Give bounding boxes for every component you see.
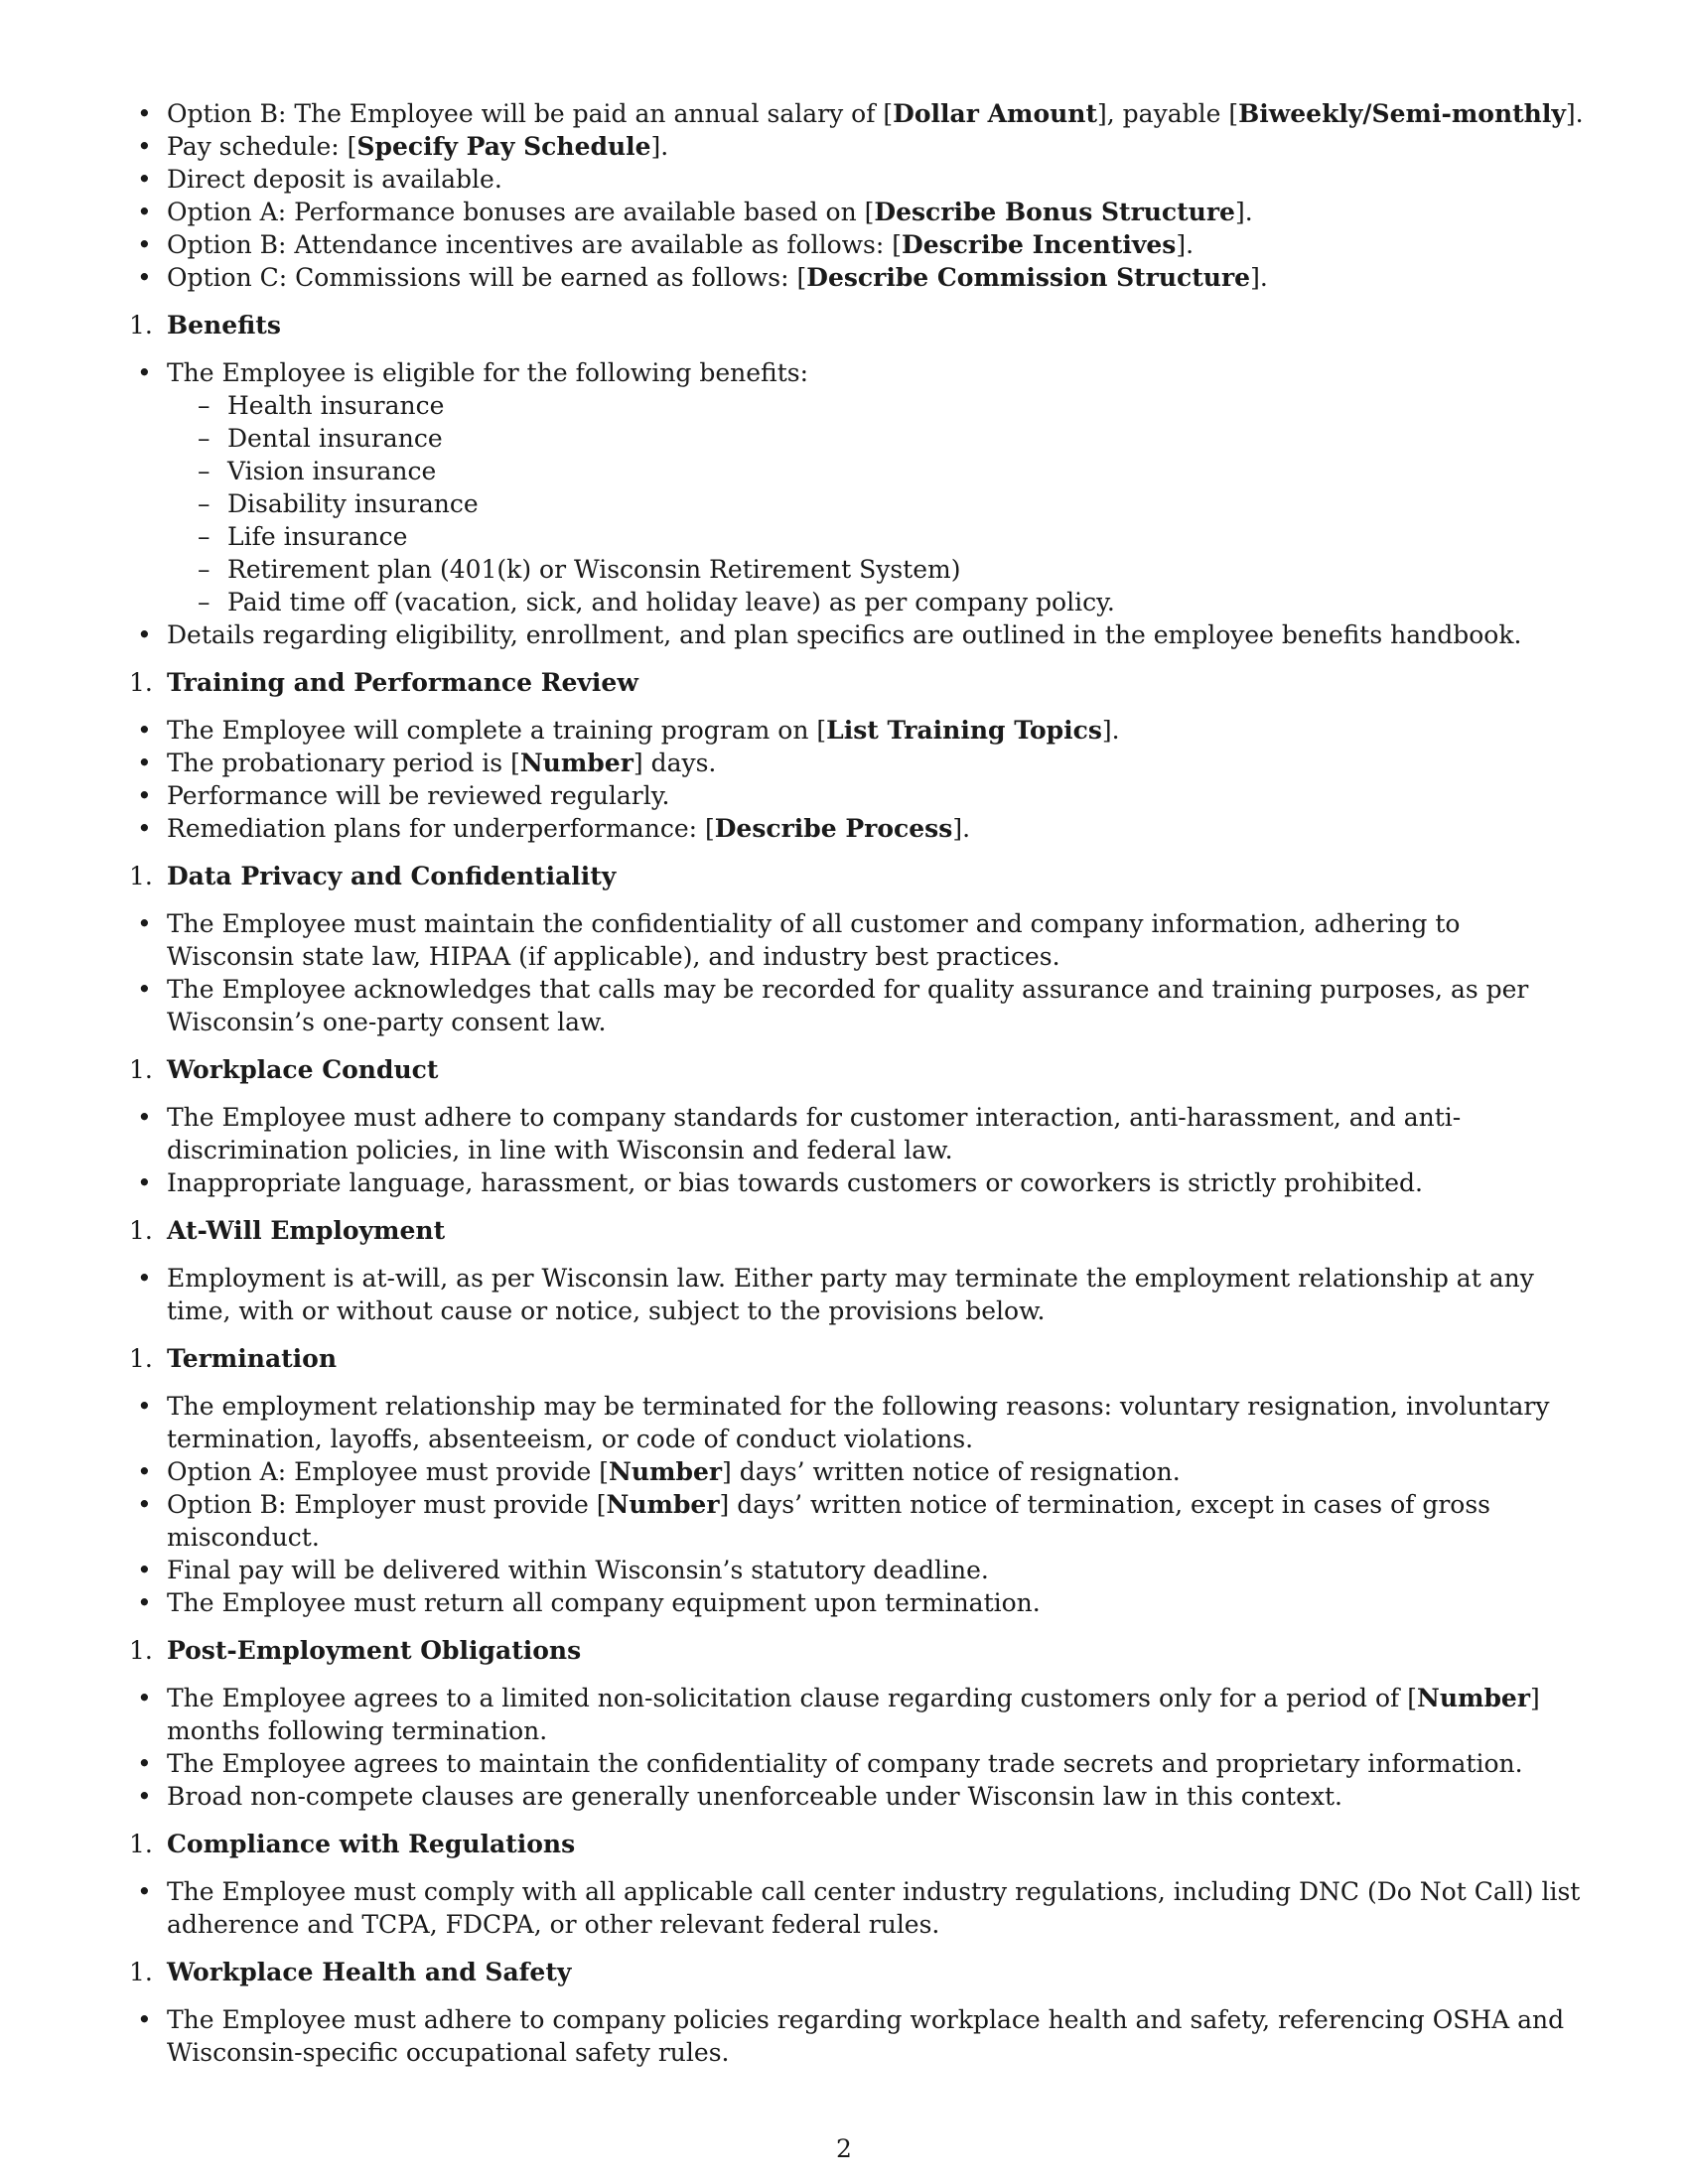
section-bullet: • The Employee acknowledges that calls may be recorded for quality assurance and training purposes, as per Wisconsin’s one-party consent law.	[167, 973, 1593, 1038]
section-bullet: • Option A: Employee must provide [Number] days’ written notice of resignation.	[167, 1455, 1593, 1488]
benefit-item: – Dental insurance	[227, 422, 1593, 455]
section-heading-benefits: 1. Benefits	[129, 311, 281, 340]
intro-bullet: • Option C: Commissions will be earned as follows: [Describe Commission Structure].	[167, 261, 1593, 294]
benefits-sublist	[167, 389, 1593, 618]
section-bullet: • The Employee agrees to maintain the confidentiality of company trade secrets and proprietary information.	[167, 1747, 1593, 1780]
section-bullets-health-safety	[167, 2003, 1593, 2069]
section-bullet: • The Employee must return all company equipment upon termination.	[167, 1586, 1593, 1619]
section-heading-compliance: 1. Compliance with Regulations	[129, 1830, 576, 1858]
intro-bullet: • Pay schedule: [Specify Pay Schedule].	[167, 130, 1593, 163]
section-bullet: • Details regarding eligibility, enrollment, and plan specifics are outlined in the employee benefits handbook.	[167, 618, 1593, 651]
section-bullets-data-privacy	[167, 907, 1593, 1038]
intro-bullet: • Option B: Attendance incentives are available as follows: [Describe Incentives].	[167, 228, 1593, 261]
section-bullets-termination	[167, 1390, 1593, 1619]
section-bullet: • The Employee must adhere to company standards for customer interaction, anti-harassment, and anti-discrimination policies, in line with Wisconsin and federal law.	[167, 1101, 1593, 1166]
section-bullets-benefits	[167, 356, 1593, 651]
benefit-item: – Paid time off (vacation, sick, and holiday leave) as per company policy.	[227, 586, 1593, 618]
intro-bullet: • Option B: The Employee will be paid an annual salary of [Dollar Amount], payable [Biweekly/Semi-monthly].	[167, 97, 1593, 130]
intro-bullet-list	[167, 97, 1593, 294]
section-heading-post-employment: 1. Post-Employment Obligations	[129, 1636, 582, 1665]
section-heading-health-safety: 1. Workplace Health and Safety	[129, 1958, 572, 1986]
section-bullet: • The Employee is eligible for the following benefits: – Health insurance – Dental insurance – Vision insurance – Disability insurance – Life insurance – Retirement plan (401(k) or Wisconsin Retirement System) – Paid time off (vacation, sick, and holiday leave) as per company policy.	[167, 356, 1593, 618]
section-heading-training: 1. Training and Performance Review	[129, 668, 638, 697]
section-bullet: • The probationary period is [Number] days.	[167, 747, 1593, 779]
section-bullet: • Broad non-compete clauses are generally unenforceable under Wisconsin law in this context.	[167, 1780, 1593, 1813]
section-bullet: • Final pay will be delivered within Wisconsin’s statutory deadline.	[167, 1554, 1593, 1586]
intro-bullet: • Direct deposit is available.	[167, 163, 1593, 196]
benefit-item: – Vision insurance	[227, 455, 1593, 487]
section-bullet: • Performance will be reviewed regularly.	[167, 779, 1593, 812]
document-body	[129, 97, 1593, 2069]
section-bullet: • The employment relationship may be terminated for the following reasons: voluntary resignation, involuntary termination, layoffs, absenteeism, or code of conduct violations.	[167, 1390, 1593, 1455]
section-bullet: • Employment is at-will, as per Wisconsin law. Either party may terminate the employment relationship at any time, with or without cause or notice, subject to the provisions below.	[167, 1262, 1593, 1327]
section-heading-data-privacy: 1. Data Privacy and Confidentiality	[129, 862, 617, 890]
section-bullet: • The Employee agrees to a limited non-solicitation clause regarding customers only for a period of [Number] months following termination.	[167, 1682, 1593, 1747]
benefit-item: – Life insurance	[227, 520, 1593, 553]
section-bullet: • Option B: Employer must provide [Number] days’ written notice of termination, except in cases of gross misconduct.	[167, 1488, 1593, 1554]
section-bullet: • The Employee must comply with all applicable call center industry regulations, including DNC (Do Not Call) list adherence and TCPA, FDCPA, or other relevant federal rules.	[167, 1875, 1593, 1941]
section-bullets-at-will	[167, 1262, 1593, 1327]
section-bullet: • The Employee will complete a training program on [List Training Topics].	[167, 714, 1593, 747]
section-bullets-workplace-conduct	[167, 1101, 1593, 1199]
section-heading-at-will: 1. At-Will Employment	[129, 1216, 446, 1245]
section-heading-termination: 1. Termination	[129, 1344, 338, 1373]
section-bullet: • Remediation plans for underperformance: [Describe Process].	[167, 812, 1593, 845]
benefit-item: – Health insurance	[227, 389, 1593, 422]
section-bullet: • The Employee must adhere to company policies regarding workplace health and safety, referencing OSHA and Wisconsin-specific occupational safety rules.	[167, 2003, 1593, 2069]
benefit-item: – Retirement plan (401(k) or Wisconsin Retirement System)	[227, 553, 1593, 586]
section-bullet: • The Employee must maintain the confidentiality of all customer and company information, adhering to Wisconsin state law, HIPAA (if applicable), and industry best practices.	[167, 907, 1593, 973]
section-bullets-post-employment	[167, 1682, 1593, 1813]
page-number: 2	[836, 2134, 852, 2163]
section-bullet: • Inappropriate language, harassment, or bias towards customers or coworkers is strictly prohibited.	[167, 1166, 1593, 1199]
intro-bullet: • Option A: Performance bonuses are available based on [Describe Bonus Structure].	[167, 196, 1593, 228]
section-heading-workplace-conduct: 1. Workplace Conduct	[129, 1055, 439, 1084]
section-bullets-compliance	[167, 1875, 1593, 1941]
section-bullets-training	[167, 714, 1593, 845]
benefit-item: – Disability insurance	[227, 487, 1593, 520]
